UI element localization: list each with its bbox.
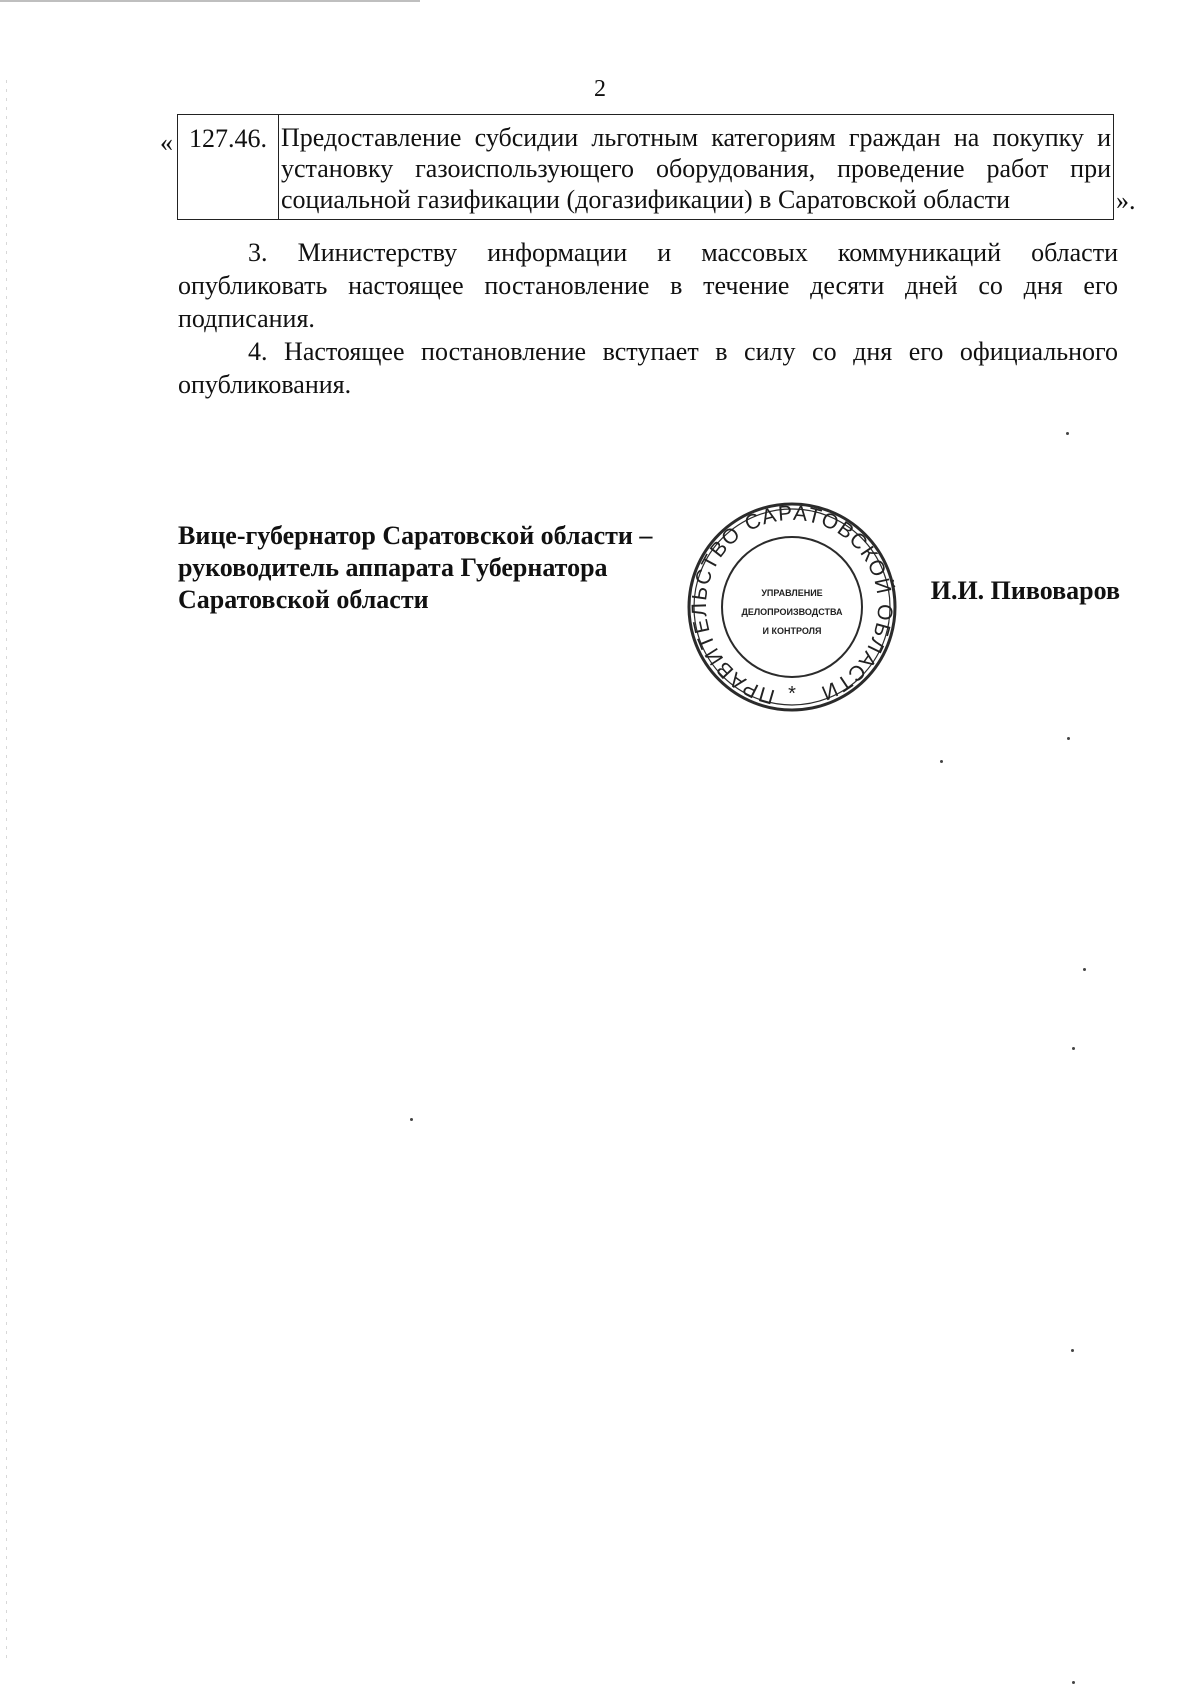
seal-inner-line-1: УПРАВЛЕНИЕ	[761, 588, 823, 598]
signer-name: И.И. Пивоваров	[930, 576, 1120, 605]
scan-speck	[940, 760, 943, 763]
scan-speck	[410, 1118, 413, 1121]
scan-speck	[1067, 737, 1070, 740]
open-quote: «	[160, 128, 173, 157]
page-number: 2	[594, 76, 606, 102]
paragraph-3: 3. Министерству информации и массовых коммуникаций области опубликовать настоящее постановление в течение десяти дней со дня его подписания.	[178, 238, 1118, 333]
seal-inner-line-2: ДЕЛОПРОИЗВОДСТВА	[741, 607, 843, 617]
scan-speck	[1066, 432, 1069, 435]
signer-position	[178, 520, 698, 616]
close-quote: ».	[1116, 186, 1136, 215]
official-seal	[686, 500, 898, 714]
seal-outer-text: ПРАВИТЕЛЬСТВО САРАТОВСКОЙ ОБЛАСТИ	[687, 501, 897, 709]
signer-position-line-2: руководитель аппарата Губернатора	[178, 553, 608, 582]
seal-inner-line-3: И КОНТРОЛЯ	[762, 626, 822, 636]
item-text-cell: Предоставление субсидии льготным категориям граждан на покупку и установку газоиспользующего оборудования, проведение работ при социальной газификации (догазификации) в Саратовской области	[281, 123, 1111, 214]
scan-artifact-left-edge	[6, 80, 7, 1660]
scan-artifact-top	[0, 0, 420, 2]
scan-speck	[1072, 1681, 1075, 1684]
paragraph-4: 4. Настоящее постановление вступает в силу со дня его официального опубликования.	[178, 337, 1118, 399]
signer-position-line-3: Саратовской области	[178, 585, 429, 614]
signer-position-line-1: Вице-губернатор Саратовской области –	[178, 521, 653, 550]
scan-speck	[1071, 1349, 1074, 1352]
scan-speck	[1083, 968, 1086, 971]
item-number-cell: 127.46.	[178, 115, 279, 219]
amendment-table-row	[177, 114, 1114, 220]
scan-speck	[1072, 1047, 1075, 1050]
seal-star: *	[788, 683, 796, 705]
